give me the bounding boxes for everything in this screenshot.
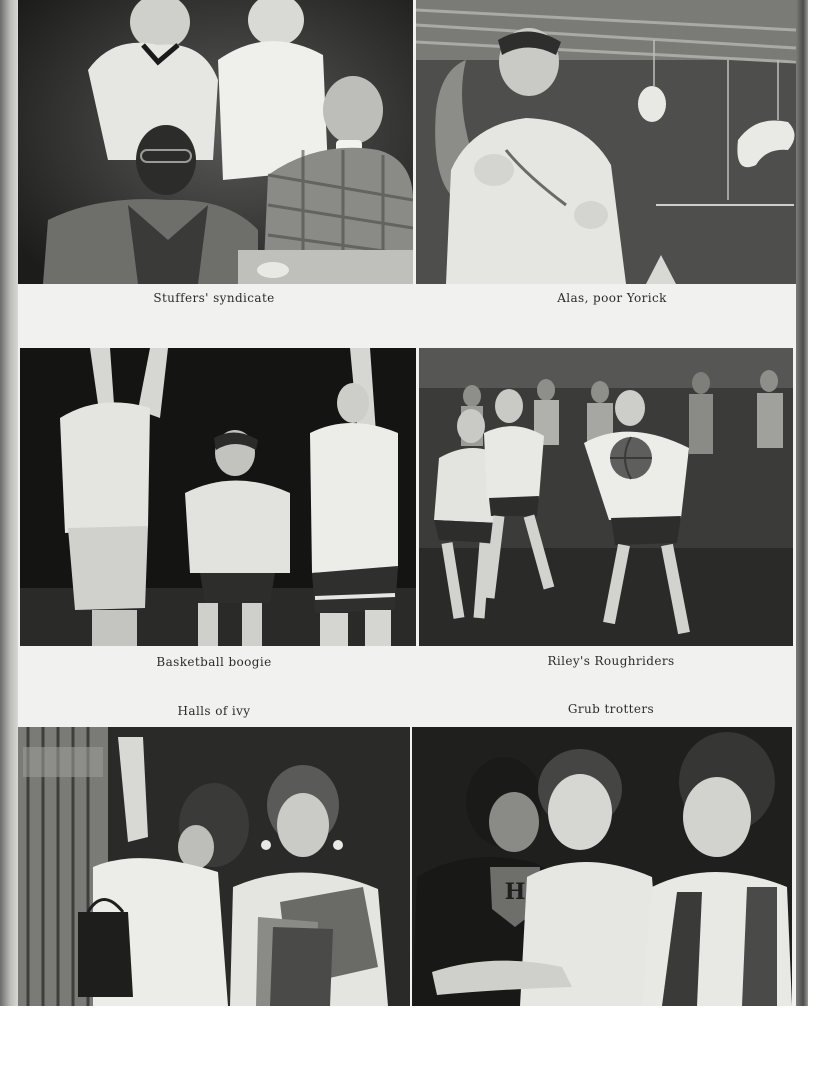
photo-stuffers-image: [18, 0, 413, 284]
photo-roughriders-image: [419, 348, 793, 646]
caption-stuffers-syndicate: Stuffers' syndicate: [153, 291, 275, 305]
caption-rileys-roughriders: Riley's Roughriders: [547, 654, 675, 668]
photo-alas-poor-yorick: [416, 0, 796, 284]
photo-halls-of-ivy: [18, 727, 410, 1006]
photo-stuffers-syndicate: [18, 0, 413, 284]
photo-rileys-roughriders: [419, 348, 793, 646]
binding-edge-left: [0, 0, 18, 1006]
caption-grub-trotters: Grub trotters: [567, 702, 655, 716]
caption-basketball-boogie: Basketball boogie: [156, 655, 272, 669]
caption-alas-poor-yorick: Alas, poor Yorick: [557, 291, 667, 305]
binding-edge-right: [796, 0, 808, 1006]
photo-yorick-image: [416, 0, 796, 284]
caption-halls-of-ivy: Halls of ivy: [177, 704, 251, 718]
sweater-letter: H: [504, 879, 526, 905]
photo-basketball-boogie: [20, 348, 416, 646]
photo-grub-image: [412, 727, 792, 1006]
photo-halls-image: [18, 727, 410, 1006]
photo-grub-trotters: [412, 727, 792, 1006]
photo-basketball-image: [20, 348, 416, 646]
